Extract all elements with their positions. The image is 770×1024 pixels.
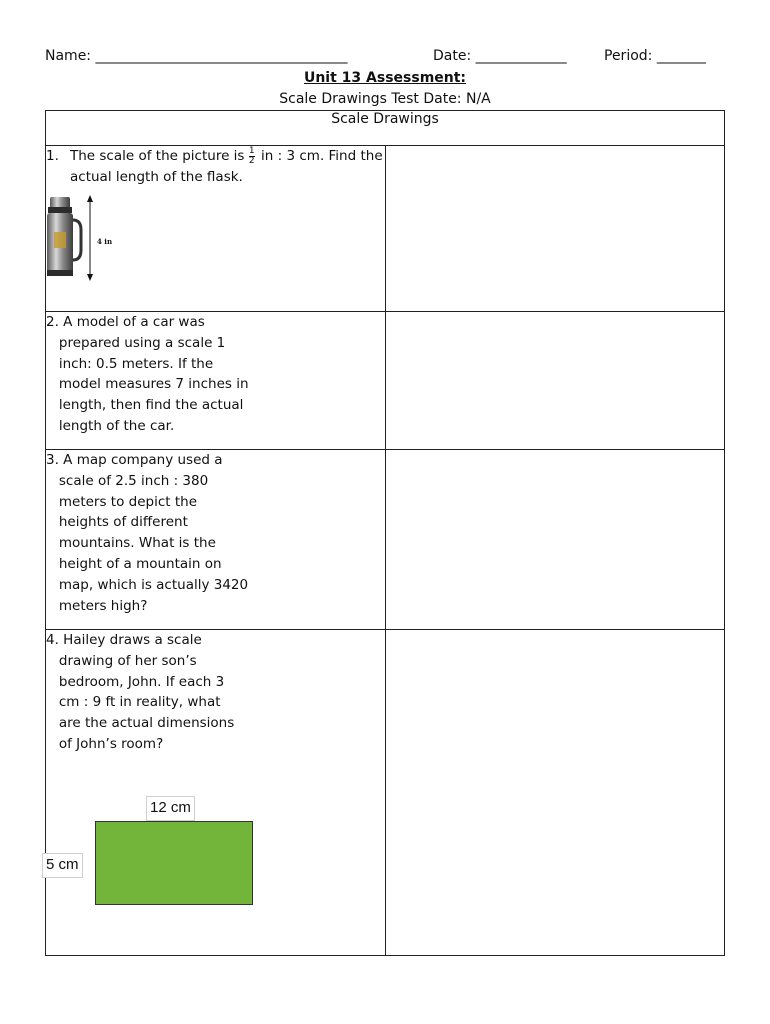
answer-cell-1[interactable] — [385, 146, 725, 312]
question-cell-2 — [46, 312, 386, 450]
period-field-label[interactable]: Period: _______ — [604, 48, 706, 64]
answer-cell-4[interactable] — [385, 630, 725, 956]
assessment-table — [45, 110, 725, 956]
thermos-flask-icon — [47, 197, 81, 276]
student-info-header — [45, 48, 727, 68]
flask-height-label: 4 in — [97, 236, 113, 246]
answer-cell-3[interactable] — [385, 450, 725, 630]
question-text: 4. Hailey draws a scale drawing of her son’s bedroom, John. If each 3 cm : 9 ft in reality, what are the actual dimensions of John’s room? — [46, 632, 235, 752]
date-field-label[interactable]: Date: _____________ — [433, 48, 567, 64]
question-row-2 — [46, 312, 725, 450]
room-height-label: 5 cm — [42, 853, 83, 878]
question-row-3 — [46, 450, 725, 630]
room-diagram — [46, 785, 385, 955]
page-subtitle: Scale Drawings Test Date: N/A — [279, 91, 491, 107]
answer-cell-2[interactable] — [385, 312, 725, 450]
height-arrow-icon — [87, 195, 93, 281]
question-text: 3. A map company used a scale of 2.5 inch : 380 meters to depict the heights of different mountains. What is the height of a mountain on map, which is actually 3420 meters high? — [46, 452, 249, 614]
question-number: 1. — [46, 148, 59, 164]
question-text: 2. A model of a car was prepared using a scale 1 inch: 0.5 meters. If the model measures 7 inches in length, then find the actual length of the car. — [46, 314, 249, 434]
question-cell-4 — [46, 630, 386, 956]
flask-figure — [46, 194, 385, 286]
fraction-half — [249, 147, 255, 166]
question-text-part-2: in : 3 cm. Find the actual length of the flask. — [70, 148, 383, 185]
question-cell-1 — [46, 146, 386, 312]
fraction-numerator: 1 — [248, 145, 255, 156]
name-field-label[interactable]: Name: ____________________________________ — [45, 48, 348, 64]
question-row-4 — [46, 630, 725, 956]
question-cell-3 — [46, 450, 386, 630]
fraction-denominator: 2 — [248, 155, 255, 166]
room-rectangle — [95, 821, 253, 905]
room-width-label: 12 cm — [146, 796, 195, 821]
question-text-part-1: The scale of the picture is — [70, 148, 245, 164]
question-row-1 — [46, 146, 725, 312]
page-title: Unit 13 Assessment: — [303, 70, 467, 86]
section-title: Scale Drawings — [46, 111, 725, 146]
